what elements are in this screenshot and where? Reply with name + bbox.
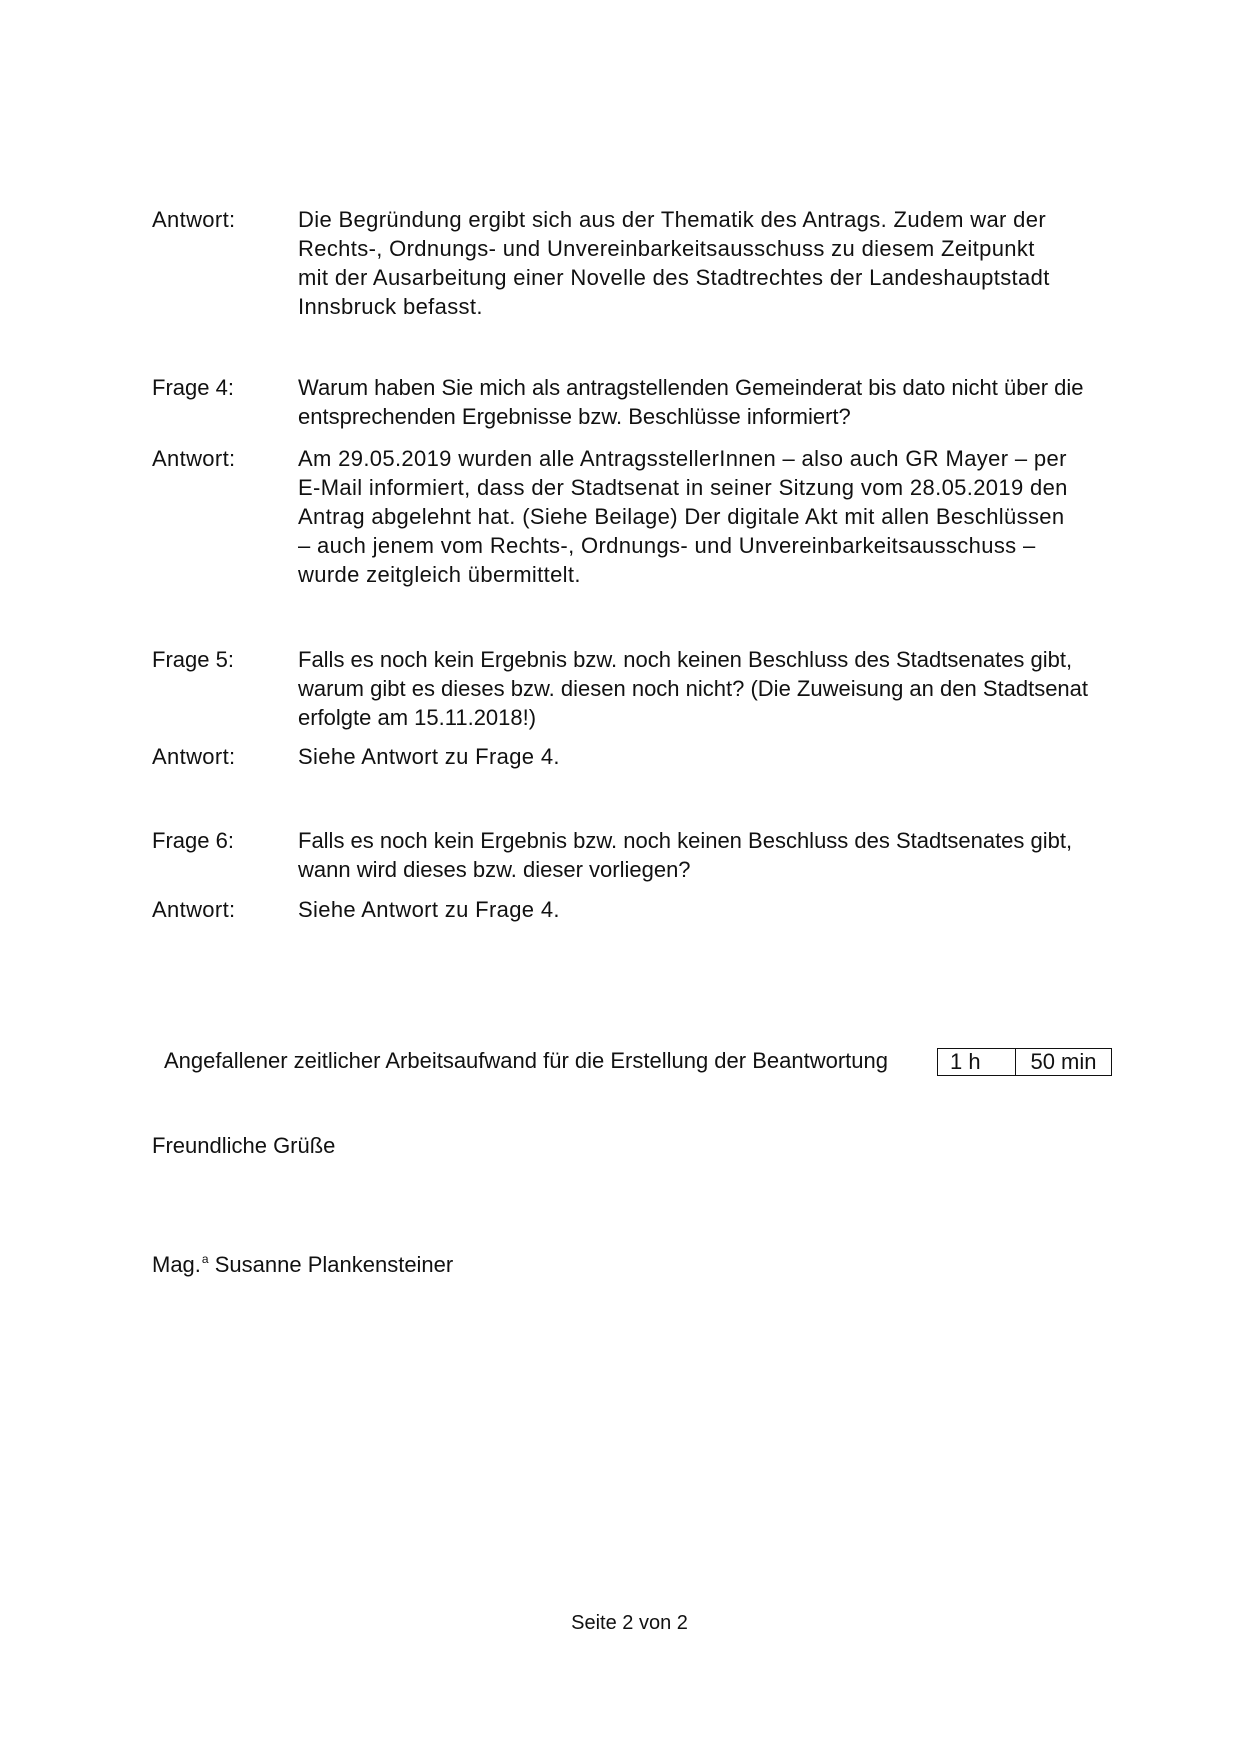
question-label: Frage 5: (152, 647, 234, 672)
question-text (298, 826, 1241, 884)
text-line: Falls es noch kein Ergebnis bzw. noch keinen Beschluss des Stadtsenates gibt, (298, 828, 1073, 853)
effort-label: Angefallener zeitlicher Arbeitsaufwand für die Erstellung der Beantwortung (164, 1048, 888, 1073)
effort-table (937, 1048, 1112, 1076)
greeting: Freundliche Grüße (152, 1133, 336, 1158)
page-number: Seite 2 von 2 (571, 1612, 688, 1634)
text-line: Die Begründung ergibt sich aus der Thematik des Antrags. Zudem war der (298, 207, 1047, 232)
answer-label: Antwort: (152, 207, 236, 232)
name-text: Susanne Plankensteiner (214, 1252, 454, 1277)
text-line: Siehe Antwort zu Frage 4. (298, 897, 560, 922)
text-line: mit der Ausarbeitung einer Novelle des Stadtrechtes der Landeshauptstadt (298, 265, 1050, 290)
name-prefix: Mag. (152, 1252, 201, 1277)
text-line: Am 29.05.2019 wurden alle AntragsstellerInnen – also auch GR Mayer – per (298, 446, 1067, 471)
text-line: Rechts-, Ordnungs- und Unvereinbarkeitsausschuss zu diesem Zeitpunkt (298, 236, 1035, 261)
text-line: Warum haben Sie mich als antragstellenden Gemeinderat bis dato nicht über die (298, 375, 1084, 400)
text-line: erfolgte am 15.11.2018!) (298, 705, 537, 730)
question-label: Frage 4: (152, 375, 234, 400)
text-line: warum gibt es dieses bzw. diesen noch nicht? (Die Zuweisung an den Stadtsenat (298, 676, 1089, 701)
text-line: Siehe Antwort zu Frage 4. (298, 744, 560, 769)
text-line: – auch jenem vom Rechts-, Ordnungs- und Unvereinbarkeitsausschuss – (298, 533, 1036, 558)
text-line: Antrag abgelehnt hat. (Siehe Beilage) Der digitale Akt mit allen Beschlüssen (298, 504, 1065, 529)
question-text (298, 373, 1241, 431)
signature-name (152, 1244, 453, 1280)
text-line: entsprechenden Ergebnisse bzw. Beschlüsse informiert? (298, 404, 851, 429)
text-line: wurde zeitgleich übermittelt. (298, 562, 581, 587)
effort-minutes: 50 min (1030, 1049, 1097, 1074)
question-text (298, 645, 1241, 732)
answer-label: Antwort: (152, 897, 236, 922)
text-line: E-Mail informiert, dass der Stadtsenat in seiner Sitzung vom 28.05.2019 den (298, 475, 1068, 500)
name-superscript: a (201, 1252, 209, 1266)
question-label: Frage 6: (152, 828, 234, 853)
answer-label: Antwort: (152, 744, 236, 769)
effort-hours: 1 h (938, 1049, 1016, 1075)
answer-text (298, 895, 1241, 924)
answer-text (298, 205, 1241, 321)
text-line: Innsbruck befasst. (298, 294, 483, 319)
answer-text (298, 742, 1241, 771)
text-line: wann wird dieses bzw. dieser vorliegen? (298, 857, 691, 882)
answer-label: Antwort: (152, 446, 236, 471)
text-line: Falls es noch kein Ergebnis bzw. noch keinen Beschluss des Stadtsenates gibt, (298, 647, 1073, 672)
answer-text (298, 444, 1241, 589)
